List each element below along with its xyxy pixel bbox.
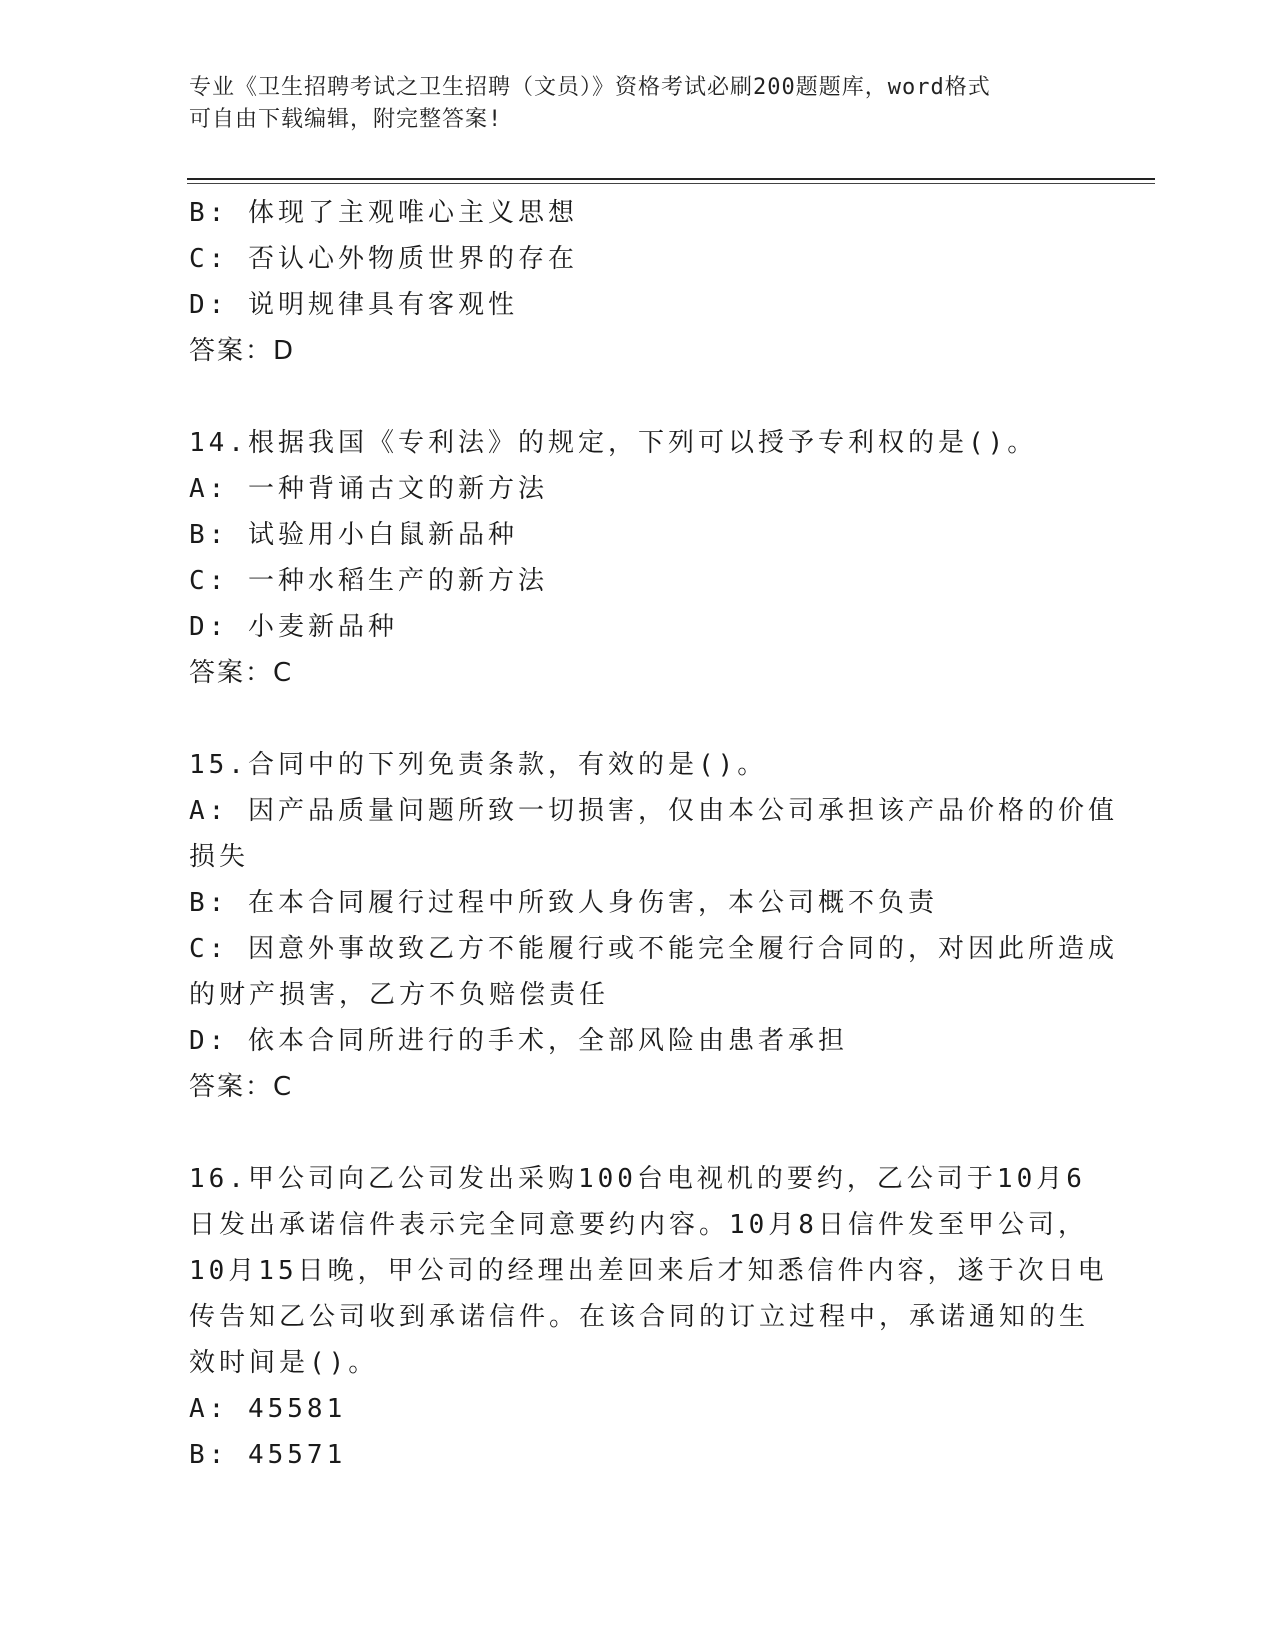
- question-13-tail: [189, 190, 1089, 374]
- q14-option-a: A: 一种背诵古文的新方法: [189, 474, 548, 504]
- header-title-line-2: 可自由下载编辑，附完整答案!: [189, 107, 503, 132]
- q15-option-d: D: 依本合同所进行的手术，全部风险由患者承担: [189, 1026, 848, 1056]
- q13-answer: 答案：D: [189, 336, 296, 366]
- q16-question-line-5: 效时间是()。: [189, 1348, 379, 1378]
- spacer: [189, 1110, 1089, 1156]
- q14-option-d: D: 小麦新品种: [189, 612, 398, 642]
- q16-question-line-4: 传告知乙公司收到承诺信件。在该合同的订立过程中，承诺通知的生: [189, 1302, 1090, 1332]
- q15-option-c-line-2: 的财产损害，乙方不负赔偿责任: [189, 980, 610, 1010]
- q14-option-c: C: 一种水稻生产的新方法: [189, 566, 548, 596]
- question-14: [189, 420, 1089, 696]
- q15-option-a-line-2: 损失: [189, 842, 250, 872]
- question-16: [189, 1156, 1108, 1478]
- q15-option-c-line-1: C: 因意外事故致乙方不能履行或不能完全履行合同的，对因此所造成: [189, 934, 1118, 964]
- header-divider-thin: [187, 183, 1155, 184]
- q16-question-line-3: 10月15日晚，甲公司的经理出差回来后才知悉信件内容，遂于次日电: [189, 1256, 1108, 1286]
- q13-option-d: D: 说明规律具有客观性: [189, 290, 518, 320]
- q14-answer: 答案：C: [189, 658, 294, 688]
- q14-option-b: B: 试验用小白鼠新品种: [189, 520, 518, 550]
- q15-option-b: B: 在本合同履行过程中所致人身伤害，本公司概不负责: [189, 888, 938, 918]
- q16-question-line-2: 日发出承诺信件表示完全同意要约内容。10月8日信件发至甲公司，: [189, 1210, 1088, 1240]
- q16-option-b: B: 45571: [189, 1440, 347, 1470]
- q16-option-a: A: 45581: [189, 1394, 347, 1424]
- question-15: [189, 742, 1118, 1110]
- spacer: [189, 696, 1089, 742]
- question-content: [189, 190, 1118, 1478]
- page-header: [189, 72, 1089, 136]
- q15-option-a-line-1: A: 因产品质量问题所致一切损害，仅由本公司承担该产品价格的价值: [189, 796, 1118, 826]
- q13-option-c: C: 否认心外物质世界的存在: [189, 244, 578, 274]
- q13-option-b: B: 体现了主观唯心主义思想: [189, 198, 578, 228]
- q15-question: 15.合同中的下列免责条款，有效的是()。: [189, 750, 768, 780]
- header-divider-thick: [187, 178, 1155, 180]
- q15-answer: 答案：C: [189, 1072, 294, 1102]
- q16-question-line-1: 16.甲公司向乙公司发出采购100台电视机的要约，乙公司于10月6: [189, 1164, 1086, 1194]
- header-title-line-1: 专业《卫生招聘考试之卫生招聘（文员）》资格考试必刷200题题库，word格式: [189, 75, 991, 100]
- q14-question: 14.根据我国《专利法》的规定，下列可以授予专利权的是()。: [189, 428, 1038, 458]
- spacer: [189, 374, 1089, 420]
